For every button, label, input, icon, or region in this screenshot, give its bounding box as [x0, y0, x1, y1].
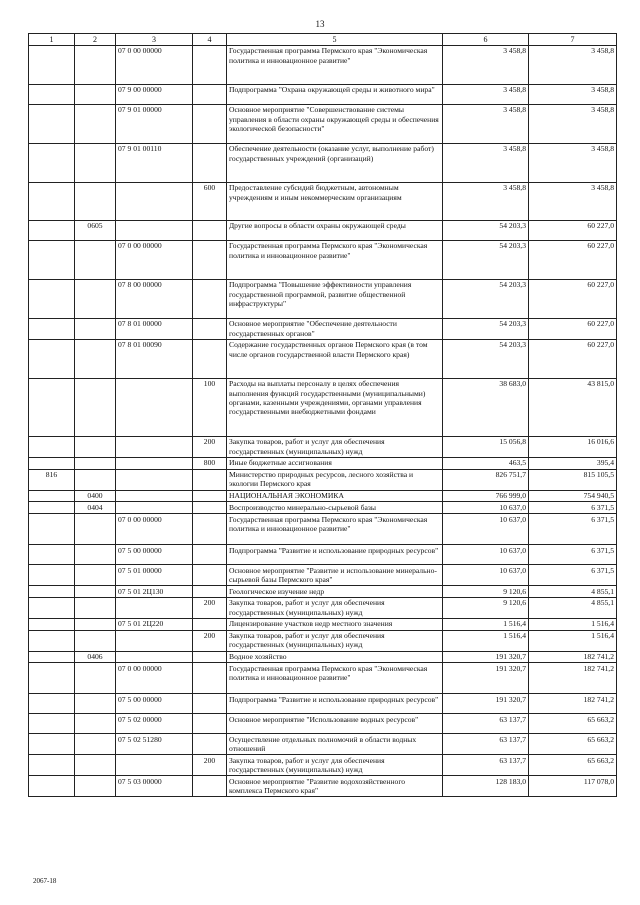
cell-description: Предоставление субсидий бюджетным, автономным учреждениям и иным некоммерческим организациям	[227, 182, 443, 220]
cell-expense-type: 600	[193, 182, 227, 220]
cell-expense-type	[193, 714, 227, 734]
cell-ministry-code	[29, 182, 75, 220]
cell-ministry-code	[29, 457, 75, 469]
table-row	[29, 597, 617, 618]
cell-amount-col6: 3 458,8	[443, 45, 529, 84]
cell-amount-col6: 826 751,7	[443, 469, 529, 490]
cell-target-code: 07 0 00 00000	[116, 45, 193, 84]
cell-expense-type	[193, 143, 227, 182]
cell-target-code: 07 5 01 2Ц220	[116, 618, 193, 630]
cell-amount-col7: 60 227,0	[529, 220, 617, 240]
cell-ministry-code	[29, 586, 75, 598]
table-row	[29, 694, 617, 714]
cell-ministry-code	[29, 339, 75, 378]
cell-section-code	[75, 755, 116, 776]
cell-expense-type: 800	[193, 457, 227, 469]
cell-amount-col7: 60 227,0	[529, 240, 617, 279]
footer-code: 2067-18	[33, 877, 57, 885]
cell-amount-col6: 54 203,3	[443, 279, 529, 318]
cell-amount-col7: 4 855,1	[529, 597, 617, 618]
budget-table	[28, 33, 617, 797]
cell-description: Закупка товаров, работ и услуг для обеспечения государственных (муниципальных) нужд	[227, 630, 443, 651]
cell-target-code	[116, 755, 193, 776]
cell-expense-type: 200	[193, 597, 227, 618]
cell-amount-col7: 815 105,5	[529, 469, 617, 490]
cell-expense-type	[193, 651, 227, 663]
cell-target-code	[116, 220, 193, 240]
cell-description: Закупка товаров, работ и услуг для обеспечения государственных (муниципальных) нужд	[227, 436, 443, 457]
cell-section-code	[75, 457, 116, 469]
cell-amount-col6: 54 203,3	[443, 318, 529, 339]
cell-amount-col6: 3 458,8	[443, 143, 529, 182]
cell-expense-type	[193, 469, 227, 490]
table-body	[29, 45, 617, 797]
cell-ministry-code	[29, 618, 75, 630]
cell-amount-col7: 3 458,8	[529, 143, 617, 182]
cell-section-code	[75, 339, 116, 378]
table-row	[29, 545, 617, 565]
cell-section-code	[75, 143, 116, 182]
cell-ministry-code	[29, 220, 75, 240]
cell-amount-col6: 3 458,8	[443, 84, 529, 104]
cell-target-code	[116, 630, 193, 651]
cell-ministry-code	[29, 755, 75, 776]
cell-ministry-code	[29, 490, 75, 502]
cell-target-code: 07 5 02 00000	[116, 714, 193, 734]
cell-ministry-code	[29, 318, 75, 339]
cell-target-code: 07 5 00 00000	[116, 694, 193, 714]
cell-target-code: 07 9 00 00000	[116, 84, 193, 104]
cell-amount-col7: 182 741,2	[529, 651, 617, 663]
table-row	[29, 502, 617, 514]
cell-ministry-code	[29, 694, 75, 714]
page-number: 13	[315, 19, 325, 29]
cell-amount-col7: 1 516,4	[529, 618, 617, 630]
cell-target-code: 07 8 01 00000	[116, 318, 193, 339]
cell-ministry-code	[29, 630, 75, 651]
cell-target-code: 07 9 01 00110	[116, 143, 193, 182]
cell-expense-type	[193, 694, 227, 714]
cell-ministry-code	[29, 714, 75, 734]
cell-section-code	[75, 279, 116, 318]
table-row	[29, 143, 617, 182]
cell-amount-col6: 3 458,8	[443, 182, 529, 220]
cell-ministry-code	[29, 597, 75, 618]
cell-ministry-code	[29, 514, 75, 545]
cell-description: Осуществление отдельных полномочий в области водных отношений	[227, 734, 443, 755]
cell-amount-col7: 43 815,0	[529, 378, 617, 436]
cell-amount-col6: 1 516,4	[443, 630, 529, 651]
column-header: 6	[443, 34, 529, 46]
cell-description: Государственная программа Пермского края "Экономическая политика и инновационное развитие"	[227, 514, 443, 545]
cell-target-code: 07 5 01 00000	[116, 565, 193, 586]
cell-amount-col7: 6 371,5	[529, 502, 617, 514]
cell-amount-col7: 6 371,5	[529, 514, 617, 545]
cell-amount-col6: 38 683,0	[443, 378, 529, 436]
cell-target-code	[116, 457, 193, 469]
cell-description: Закупка товаров, работ и услуг для обеспечения государственных (муниципальных) нужд	[227, 755, 443, 776]
cell-description: Министерство природных ресурсов, лесного хозяйства и экологии Пермского края	[227, 469, 443, 490]
cell-ministry-code	[29, 143, 75, 182]
cell-amount-col6: 54 203,3	[443, 220, 529, 240]
cell-ministry-code: 816	[29, 469, 75, 490]
cell-ministry-code	[29, 565, 75, 586]
cell-section-code	[75, 618, 116, 630]
cell-expense-type	[193, 339, 227, 378]
cell-amount-col6: 15 056,8	[443, 436, 529, 457]
cell-section-code	[75, 182, 116, 220]
cell-description: Другие вопросы в области охраны окружающей среды	[227, 220, 443, 240]
cell-expense-type	[193, 776, 227, 797]
cell-amount-col7: 60 227,0	[529, 318, 617, 339]
cell-target-code	[116, 436, 193, 457]
cell-amount-col6: 63 137,7	[443, 755, 529, 776]
cell-amount-col7: 60 227,0	[529, 279, 617, 318]
table-row	[29, 220, 617, 240]
cell-ministry-code	[29, 279, 75, 318]
cell-target-code: 07 0 00 00000	[116, 514, 193, 545]
cell-description: Подпрограмма "Развитие и использование природных ресурсов"	[227, 694, 443, 714]
cell-description: Государственная программа Пермского края "Экономическая политика и инновационное развитие"	[227, 45, 443, 84]
cell-target-code	[116, 597, 193, 618]
cell-expense-type	[193, 514, 227, 545]
cell-amount-col7: 60 227,0	[529, 339, 617, 378]
table-row	[29, 436, 617, 457]
cell-description: Обеспечение деятельности (оказание услуг, выполнение работ) государственных учреждений (организаций)	[227, 143, 443, 182]
cell-description: Геологическое изучение недр	[227, 586, 443, 598]
cell-expense-type	[193, 565, 227, 586]
cell-section-code: 0406	[75, 651, 116, 663]
cell-section-code	[75, 586, 116, 598]
cell-ministry-code	[29, 104, 75, 143]
cell-expense-type	[193, 318, 227, 339]
table-row	[29, 586, 617, 598]
cell-amount-col6: 1 516,4	[443, 618, 529, 630]
cell-target-code	[116, 469, 193, 490]
cell-amount-col7: 395,4	[529, 457, 617, 469]
cell-expense-type	[193, 279, 227, 318]
cell-description: Основное мероприятие "Использование водных ресурсов"	[227, 714, 443, 734]
cell-amount-col7: 6 371,5	[529, 565, 617, 586]
cell-description: Водное хозяйство	[227, 651, 443, 663]
cell-description: Подпрограмма "Охрана окружающей среды и животного мира"	[227, 84, 443, 104]
table-row	[29, 182, 617, 220]
cell-description: Лицензирование участков недр местного значения	[227, 618, 443, 630]
cell-description: Расходы на выплаты персоналу в целях обеспечения выполнения функций государственными (муниципальными) органами, казенными учреждениями, органами управления государственными внебюджетными фондами	[227, 378, 443, 436]
cell-section-code	[75, 318, 116, 339]
column-header: 4	[193, 34, 227, 46]
cell-amount-col6: 10 637,0	[443, 545, 529, 565]
cell-amount-col7: 182 741,2	[529, 663, 617, 694]
cell-section-code	[75, 694, 116, 714]
cell-expense-type	[193, 490, 227, 502]
cell-expense-type	[193, 586, 227, 598]
cell-target-code: 07 8 00 00000	[116, 279, 193, 318]
cell-description: Основное мероприятие "Обеспечение деятельности государственных органов"	[227, 318, 443, 339]
table-row	[29, 378, 617, 436]
table-row	[29, 469, 617, 490]
cell-description: Воспроизводство минерально-сырьевой базы	[227, 502, 443, 514]
cell-expense-type: 100	[193, 378, 227, 436]
cell-amount-col6: 191 320,7	[443, 663, 529, 694]
cell-expense-type	[193, 545, 227, 565]
cell-expense-type	[193, 220, 227, 240]
cell-amount-col6: 463,5	[443, 457, 529, 469]
cell-description: Основное мероприятие "Совершенствование системы управления в области охраны окружающей среды и обеспечения экологической безопасности"	[227, 104, 443, 143]
cell-target-code	[116, 490, 193, 502]
cell-amount-col6: 9 120,6	[443, 586, 529, 598]
cell-target-code: 07 5 02 51280	[116, 734, 193, 755]
cell-target-code: 07 5 03 00000	[116, 776, 193, 797]
cell-expense-type	[193, 45, 227, 84]
cell-description: Государственная программа Пермского края "Экономическая политика и инновационное развитие"	[227, 663, 443, 694]
table-header	[29, 34, 617, 46]
cell-expense-type	[193, 84, 227, 104]
table-row	[29, 104, 617, 143]
table-row	[29, 618, 617, 630]
column-header: 1	[29, 34, 75, 46]
table-row	[29, 45, 617, 84]
table-row	[29, 514, 617, 545]
cell-section-code: 0400	[75, 490, 116, 502]
cell-expense-type	[193, 618, 227, 630]
cell-description: Подпрограмма "Развитие и использование природных ресурсов"	[227, 545, 443, 565]
cell-section-code	[75, 776, 116, 797]
cell-target-code	[116, 651, 193, 663]
cell-section-code	[75, 734, 116, 755]
table-row	[29, 663, 617, 694]
table-row	[29, 318, 617, 339]
table-row	[29, 734, 617, 755]
cell-amount-col7: 3 458,8	[529, 45, 617, 84]
cell-amount-col7: 4 855,1	[529, 586, 617, 598]
cell-section-code	[75, 714, 116, 734]
cell-expense-type	[193, 502, 227, 514]
column-header: 7	[529, 34, 617, 46]
cell-amount-col7: 16 016,6	[529, 436, 617, 457]
cell-ministry-code	[29, 545, 75, 565]
cell-amount-col7: 3 458,8	[529, 182, 617, 220]
cell-ministry-code	[29, 45, 75, 84]
cell-amount-col6: 766 999,0	[443, 490, 529, 502]
cell-description: Подпрограмма "Повышение эффективности управления государственной программой, развитие общественной инфраструктуры"	[227, 279, 443, 318]
cell-amount-col6: 10 637,0	[443, 502, 529, 514]
table-row	[29, 240, 617, 279]
header-row	[29, 34, 617, 46]
cell-amount-col7: 3 458,8	[529, 104, 617, 143]
cell-expense-type	[193, 240, 227, 279]
cell-ministry-code	[29, 84, 75, 104]
cell-section-code	[75, 469, 116, 490]
cell-expense-type: 200	[193, 630, 227, 651]
column-header: 5	[227, 34, 443, 46]
cell-ministry-code	[29, 502, 75, 514]
cell-amount-col7: 117 078,0	[529, 776, 617, 797]
cell-amount-col7: 6 371,5	[529, 545, 617, 565]
cell-ministry-code	[29, 378, 75, 436]
cell-amount-col6: 54 203,3	[443, 339, 529, 378]
cell-amount-col6: 10 637,0	[443, 514, 529, 545]
cell-section-code	[75, 514, 116, 545]
cell-description: НАЦИОНАЛЬНАЯ ЭКОНОМИКА	[227, 490, 443, 502]
cell-section-code	[75, 663, 116, 694]
cell-target-code	[116, 182, 193, 220]
table-row	[29, 457, 617, 469]
cell-amount-col6: 128 183,0	[443, 776, 529, 797]
cell-target-code: 07 5 01 2Ц130	[116, 586, 193, 598]
cell-section-code	[75, 45, 116, 84]
table-row	[29, 714, 617, 734]
cell-amount-col7: 65 663,2	[529, 714, 617, 734]
cell-amount-col7: 754 940,5	[529, 490, 617, 502]
cell-amount-col6: 191 320,7	[443, 651, 529, 663]
cell-ministry-code	[29, 663, 75, 694]
cell-target-code	[116, 502, 193, 514]
table-row	[29, 84, 617, 104]
cell-expense-type: 200	[193, 436, 227, 457]
table-row	[29, 755, 617, 776]
table-row	[29, 565, 617, 586]
cell-section-code	[75, 545, 116, 565]
cell-expense-type	[193, 104, 227, 143]
cell-amount-col6: 9 120,6	[443, 597, 529, 618]
table-row	[29, 490, 617, 502]
cell-description: Закупка товаров, работ и услуг для обеспечения государственных (муниципальных) нужд	[227, 597, 443, 618]
column-header: 2	[75, 34, 116, 46]
cell-section-code	[75, 378, 116, 436]
cell-amount-col6: 63 137,7	[443, 714, 529, 734]
cell-section-code	[75, 565, 116, 586]
cell-section-code	[75, 240, 116, 279]
cell-amount-col7: 1 516,4	[529, 630, 617, 651]
table-row	[29, 339, 617, 378]
cell-description: Государственная программа Пермского края "Экономическая политика и инновационное развитие"	[227, 240, 443, 279]
cell-ministry-code	[29, 651, 75, 663]
cell-amount-col6: 54 203,3	[443, 240, 529, 279]
cell-description: Содержание государственных органов Пермского края (в том числе органов государственной власти Пермского края)	[227, 339, 443, 378]
cell-amount-col7: 3 458,8	[529, 84, 617, 104]
cell-amount-col7: 65 663,2	[529, 734, 617, 755]
cell-section-code	[75, 630, 116, 651]
table-row	[29, 279, 617, 318]
cell-target-code: 07 0 00 00000	[116, 663, 193, 694]
cell-target-code: 07 8 01 00090	[116, 339, 193, 378]
cell-expense-type: 200	[193, 755, 227, 776]
cell-section-code: 0404	[75, 502, 116, 514]
cell-ministry-code	[29, 776, 75, 797]
cell-ministry-code	[29, 734, 75, 755]
cell-target-code: 07 0 00 00000	[116, 240, 193, 279]
column-header: 3	[116, 34, 193, 46]
cell-amount-col6: 63 137,7	[443, 734, 529, 755]
cell-target-code: 07 5 00 00000	[116, 545, 193, 565]
cell-amount-col7: 65 663,2	[529, 755, 617, 776]
cell-amount-col7: 182 741,2	[529, 694, 617, 714]
cell-amount-col6: 10 637,0	[443, 565, 529, 586]
cell-ministry-code	[29, 436, 75, 457]
cell-section-code: 0605	[75, 220, 116, 240]
cell-section-code	[75, 597, 116, 618]
cell-section-code	[75, 84, 116, 104]
cell-section-code	[75, 436, 116, 457]
cell-description: Основное мероприятие "Развитие водохозяйственного комплекса Пермского края"	[227, 776, 443, 797]
table-row	[29, 776, 617, 797]
cell-expense-type	[193, 663, 227, 694]
table-row	[29, 630, 617, 651]
cell-description: Основное мероприятие "Развитие и использование минерально-сырьевой базы Пермского края"	[227, 565, 443, 586]
cell-description: Иные бюджетные ассигнования	[227, 457, 443, 469]
cell-expense-type	[193, 734, 227, 755]
cell-target-code	[116, 378, 193, 436]
cell-ministry-code	[29, 240, 75, 279]
cell-amount-col6: 3 458,8	[443, 104, 529, 143]
cell-amount-col6: 191 320,7	[443, 694, 529, 714]
cell-section-code	[75, 104, 116, 143]
cell-target-code: 07 9 01 00000	[116, 104, 193, 143]
table-row	[29, 651, 617, 663]
